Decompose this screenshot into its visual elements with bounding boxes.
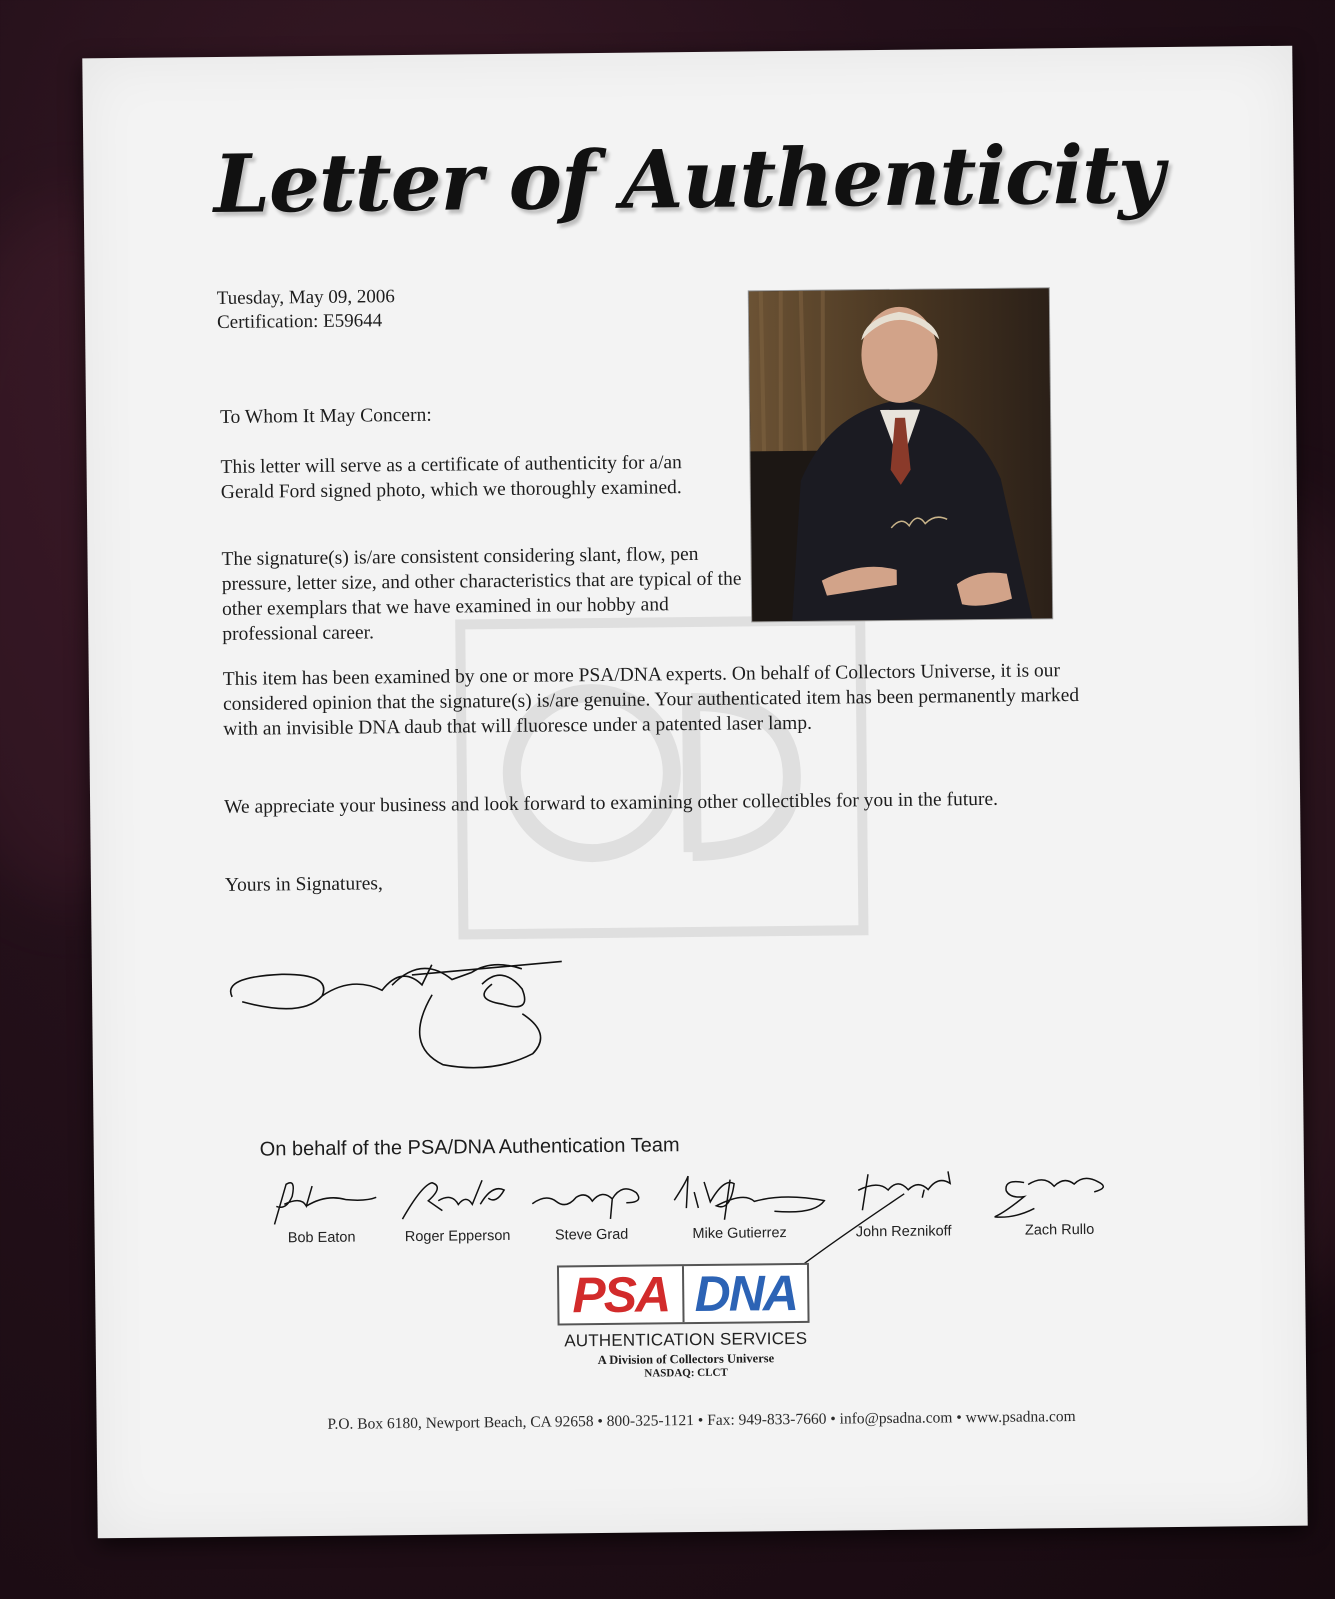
paragraph-2: The signature(s) is/are consistent considering slant, flow, pen pressure, letter size, and other characteristics that are typical of the other exemplars that we have examined in our hobby and professional career.: [221, 543, 742, 645]
logo-box: [557, 1263, 810, 1326]
logo-dna: DNA: [694, 1264, 798, 1323]
letter-date: Tuesday, May 09, 2006: [216, 286, 395, 309]
logo-nasdaq: NASDAQ: CLCT: [644, 1366, 728, 1380]
team-member: [664, 1171, 815, 1243]
letter-page: [82, 46, 1307, 1539]
team-signatures: [250, 1167, 1151, 1276]
letter-meta: [217, 285, 396, 335]
paragraph-4: We appreciate your business and look forward to examining other collectibles for you in the future.: [224, 788, 999, 818]
paragraph-3: This item has been examined by one or more PSA/DNA experts. On behalf of Collectors Universe, it is our considered opinion that the signature(s) is/are genuine. Your authenticated item has been permanently marked with an invisible DNA daub that will fluoresce under a patented laser lamp.: [222, 660, 1080, 740]
salutation: To Whom It May Concern:: [219, 404, 432, 428]
team-member-name: Zach Rullo: [1024, 1221, 1095, 1239]
team-member-name: Mike Gutierrez: [692, 1225, 787, 1243]
team-member-name: Roger Epperson: [404, 1227, 511, 1246]
closing: Yours in Signatures,: [224, 873, 383, 896]
footer-contact: P.O. Box 6180, Newport Beach, CA 92658 • 800-325-1121 • Fax: 949-833-7660 • info@psadna.com • www.psadna.com: [327, 1408, 1076, 1433]
certification-number: Certification: E59644: [216, 310, 383, 333]
team-heading: On behalf of the PSA/DNA Authentication Team: [259, 1134, 680, 1161]
team-member-signature: [256, 1175, 387, 1228]
team-member-signature: [526, 1172, 657, 1225]
letter-title: Letter of Authenticity: [213, 127, 1164, 232]
team-member-signature: [392, 1174, 523, 1227]
signature-flourish: [794, 1190, 915, 1271]
team-member-signature: [994, 1168, 1125, 1221]
psa-dna-logo: [557, 1263, 814, 1381]
paragraph-1: This letter will serve as a certificate of authenticity for a/an Gerald Ford signed photo, which we thoroughly examined.: [220, 452, 682, 503]
team-member: [984, 1167, 1135, 1239]
portrait-photo-icon: [749, 288, 1052, 621]
team-member: [382, 1174, 533, 1246]
team-member: [246, 1175, 397, 1247]
logo-subtitle: AUTHENTICATION SERVICES: [564, 1328, 808, 1351]
logo-division: A Division of Collectors Universe: [597, 1351, 775, 1368]
logo-psa: PSA: [559, 1266, 685, 1323]
team-member-name: John Reznikoff: [855, 1223, 952, 1241]
team-member: [516, 1172, 667, 1244]
director-signature: [222, 953, 583, 1077]
signed-photo: [749, 288, 1052, 621]
team-member-name: Bob Eaton: [287, 1229, 356, 1247]
team-member-name: Steve Grad: [554, 1226, 629, 1244]
